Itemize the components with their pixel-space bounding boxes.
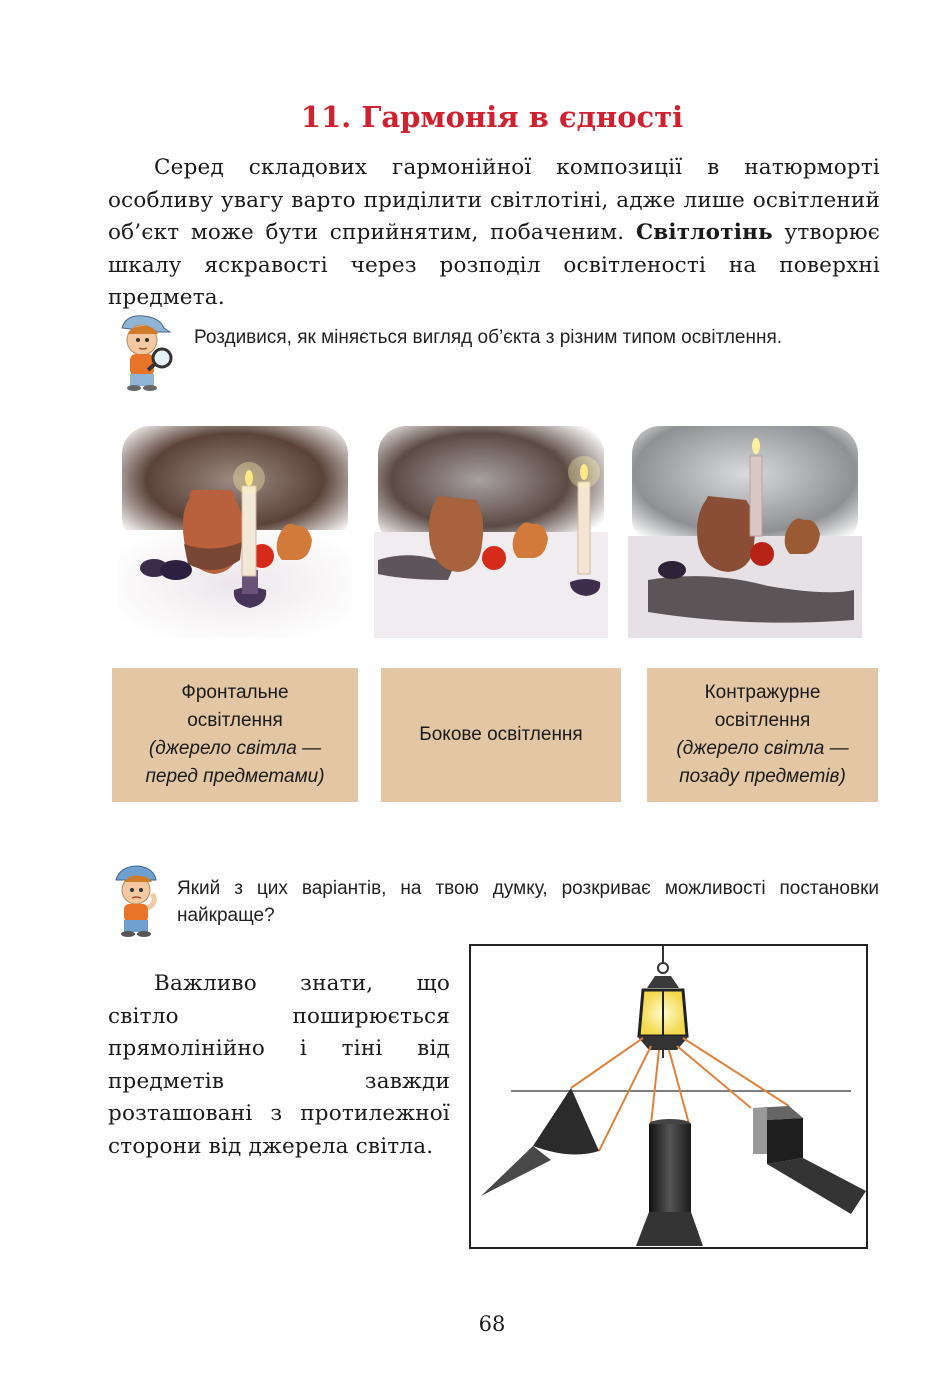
caption-side-line1: Бокове освітлення: [419, 724, 583, 745]
page-number: 68: [478, 1312, 506, 1336]
intro-paragraph: [108, 152, 880, 315]
caption-back-note2: позаду предметів): [679, 766, 846, 787]
intro-text-2: утворює шкалу яскравості через розподіл освітленості на поверхні предмета.: [108, 220, 880, 310]
intro-text-1: Серед складових гармонійної композиції в натюрморті особливу увагу варто приділити світлотіні, адже лише освітлений об’єкт може бути сприйнятим, побаченим.: [108, 155, 880, 245]
page-title: 11. Гармонія в єдності: [300, 100, 684, 134]
kid-thinking-icon: [108, 862, 170, 938]
caption-back-line1: Контражурне: [704, 682, 821, 703]
caption-back-line2: освітлення: [714, 710, 811, 731]
photo-back-lighting: [628, 420, 862, 638]
caption-frontal-note1: (джерело світла —: [148, 738, 322, 759]
hint-text-2: Який з цих варіантів, на твою думку, розкриває можливості постановки найкраще?: [177, 878, 879, 926]
intro-term: Світлотінь: [635, 220, 773, 245]
kid-magnifier-icon: [108, 312, 180, 392]
caption-frontal: [112, 668, 358, 802]
caption-back: [647, 668, 878, 802]
caption-frontal-line1: Фронтальне: [181, 682, 289, 703]
hint-text-1: Роздивися, як міняється вигляд об’єкта з різним типом освітлення.: [194, 327, 783, 348]
caption-back-note1: (джерело світла —: [676, 738, 849, 759]
lantern-illustration: [469, 944, 868, 1249]
caption-frontal-note2: перед предметами): [145, 766, 325, 787]
photo-frontal-lighting: [118, 420, 352, 638]
photo-side-lighting: [374, 420, 608, 638]
caption-frontal-line2: освітлення: [187, 710, 283, 731]
lower-paragraph: Важливо знати, що світло поширюється прямолінійно і тіні від предметів завжди розташовані з протилежної сторони від джерела світла.: [108, 971, 450, 1159]
caption-side: [381, 668, 621, 802]
